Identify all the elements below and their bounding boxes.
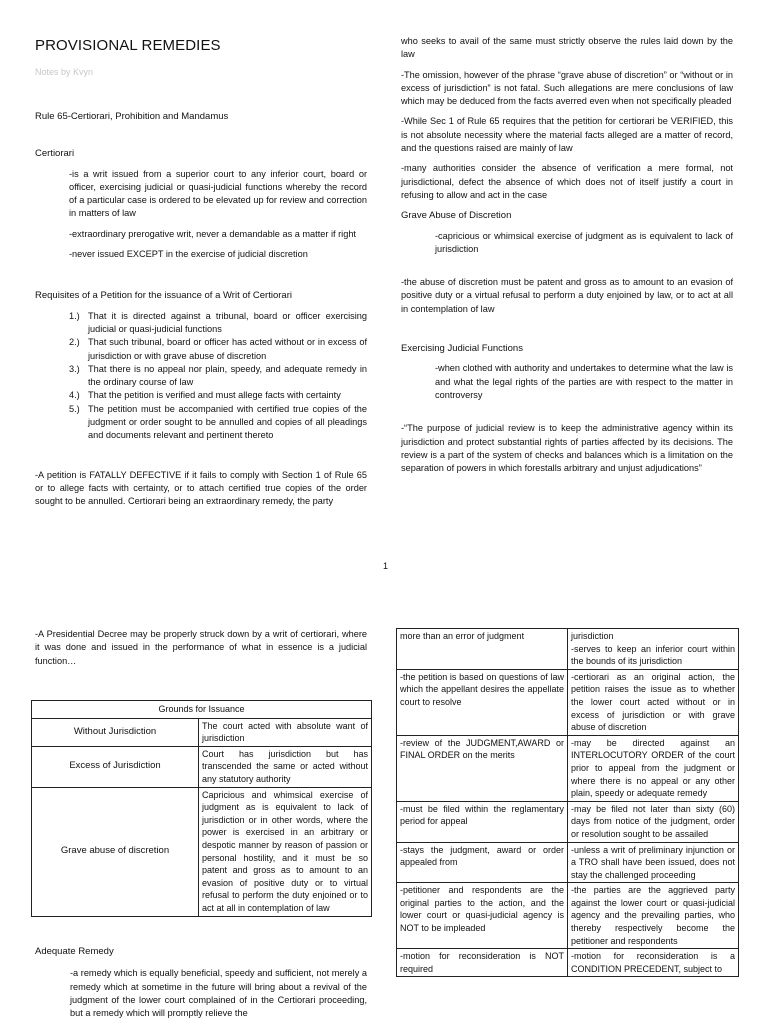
rule-heading: Rule 65-Certiorari, Prohibition and Mandamus <box>35 111 229 122</box>
grave-abuse-definition: -capricious or whimsical exercise of judgment as is equivalent to lack of jurisdiction <box>435 230 733 254</box>
abuse-paragraph: -the abuse of discretion must be patent and gross as to amount to an evasion of positive duty or a virtual refusal to perform a duty enjoined by law, or to act at all in contemplation of law <box>401 277 733 314</box>
notes-author: Notes by Kvyn <box>35 67 94 77</box>
judicial-functions-heading: Exercising Judicial Functions <box>401 343 523 355</box>
page-2 <box>0 610 768 1024</box>
adequate-remedy-heading: Adequate Remedy <box>35 946 114 957</box>
certiorari-prerogative: -extraordinary prerogative writ, never a demandable as a matter if right <box>69 228 356 239</box>
adequate-remedy-section <box>35 945 367 1027</box>
list-item: 1.) That it is directed against a tribunal, board or officer exercising judicial or quasi-judicial functions <box>69 310 367 334</box>
grave-abuse-heading: Grave Abuse of Discretion <box>401 210 512 222</box>
right-column <box>401 35 733 482</box>
certiorari-discretion: -never issued EXCEPT in the exercise of judicial discretion <box>69 249 308 260</box>
list-item: 5.) The petition must be accompanied with certified true copies of the judgment or order sought to be annulled and copies of all pleadings and documents relevant and pertinent thereto <box>69 403 367 441</box>
judicial-functions-definition: -when clothed with authority and undertakes to determine what the law is and what the legal rights of the parties are with respect to the matter in controversy <box>435 363 733 400</box>
table-row: -petitioner and respondents are the original parties to the action, and the lower court or quasi-judicial agency is NOT to be impleaded -the parties are the aggrieved party against the lower court or quasi-judicial agency and the prevailing parties, who thereby respectively become the petitioner and respondents <box>397 883 739 949</box>
page-number: 1 <box>383 561 389 571</box>
left-column-2 <box>35 628 367 675</box>
fatal-defect-paragraph: -A petition is FATALLY DEFECTIVE if it fails to comply with Section 1 of Rule 65 or to allege facts with certainty, or to attach certified true copies of the order sought to be annulled. Certiorari being an extraordinary remedy, the party <box>35 469 367 507</box>
requisites-heading: Requisites of a Petition for the issuance of a Writ of Certiorari <box>35 290 292 302</box>
list-item: 3.) That there is no appeal nor plain, speedy, and adequate remedy in the ordinary course of law <box>69 363 367 388</box>
judicial-review-quote: -“The purpose of judicial review is to keep the administrative agency within its jurisdiction and protect substantial rights of parties affected by its decisions. The review is a part of the system of checks and balances which is a limitation on the separation of powers in which forestalls arbitrary and unjust adjudications” <box>401 423 733 474</box>
paragraph: who seeks to avail of the same must strictly observe the rules laid down by the law <box>401 36 733 60</box>
decree-paragraph: -A Presidential Decree may be properly struck down by a writ of certiorari, where it was done and issued in the performance of what in essence is a judicial function… <box>35 629 367 666</box>
table-row: -stays the judgment, award or order appealed from -unless a writ of preliminary injunction or a TRO shall have been issued, does not stay the challenged proceeding <box>397 842 739 883</box>
paragraph: -many authorities consider the absence of verification a mere formal, not jurisdictional, defect the absence of which does not of itself justify a court in refusing to allow and act in the case <box>401 163 733 200</box>
page-title: PROVISIONAL REMEDIES <box>35 37 221 54</box>
paragraph: -The omission, however of the phrase “grave abuse of discretion” or “without or in excess of jurisdiction” is not fatal. Such allegations are mere conclusions of law which may be deduced from the facts averred even when not specifically pleaded <box>401 69 733 107</box>
table-row: Excess of Jurisdiction Court has jurisdiction but has transcended the same or acted without any statutory authority <box>32 746 372 787</box>
table-row: Grave abuse of discretion Capricious and whimsical exercise of judgment as is equivalent to lack of jurisdiction or in other words, where the power is exercised in an arbitrary or despotic manner by reason of passion or personal hostility, and it must be so patent and gross as to amount to an evasion of positive duty or to virtual refusal to perform the duty enjoined or to act at all in contemplation of law <box>32 787 372 916</box>
certiorari-heading: Certiorari <box>35 148 75 160</box>
table-row: Without Jurisdiction The court acted with absolute want of jurisdiction <box>32 718 372 746</box>
table-row: more than an error of judgment jurisdiction -serves to keep an inferior court within the bounds of its jurisdiction <box>397 629 739 670</box>
list-item: 2.) That such tribunal, board or officer has acted without or in excess of jurisdiction or with grave abuse of discretion <box>69 337 367 361</box>
adequate-remedy-definition: -a remedy which is equally beneficial, speedy and sufficient, not merely a remedy which at sometime in the future will bring about a revival of the judgment of the lower court complained of in the Certiorari proceeding, but a remedy which will promptly relieve the <box>70 968 367 1019</box>
paragraph: -While Sec 1 of Rule 65 requires that the petition for certiorari be VERIFIED, this is not absolute necessity where the material facts alleged are a matter of record, and the questions raised are mainly of law <box>401 116 733 154</box>
grounds-header: Grounds for Issuance <box>32 701 372 719</box>
left-column <box>35 110 367 516</box>
table-row: -must be filed within the reglamentary period for appeal -may be filed not later than sixty (60) days from notice of the judgment, order or resolution sought to be assailed <box>397 801 739 842</box>
table-row: -motion for reconsideration is NOT required -motion for reconsideration is a CONDITION PRECEDENT, subject to <box>397 949 739 977</box>
certiorari-definition: -is a writ issued from a superior court to any inferior court, board or officer, exercising judicial or quasi-judicial functions whereby the record of a particular case is ordered to be elevated up for review and correction in matters of law <box>69 168 367 219</box>
requisites-list <box>35 310 367 443</box>
comparison-table <box>396 628 739 977</box>
table-row: -review of the JUDGMENT,AWARD or FINAL ORDER on the merits -may be directed against an INTERLOCUTORY ORDER of the court prior to appeal from the judgment or where there is no appeal or any other plain, speedy or adequate remedy <box>397 735 739 801</box>
grounds-table <box>31 700 372 917</box>
list-item: 4.) That the petition is verified and must allege facts with certainty <box>69 390 341 401</box>
table-row: -the petition is based on questions of law which the appellant desires the appellate court to resolve -certiorari as an original action, the petition raises the issue as to whether the lower court acted without or in excess of jurisdiction or with grave abuse of discretion <box>397 669 739 735</box>
